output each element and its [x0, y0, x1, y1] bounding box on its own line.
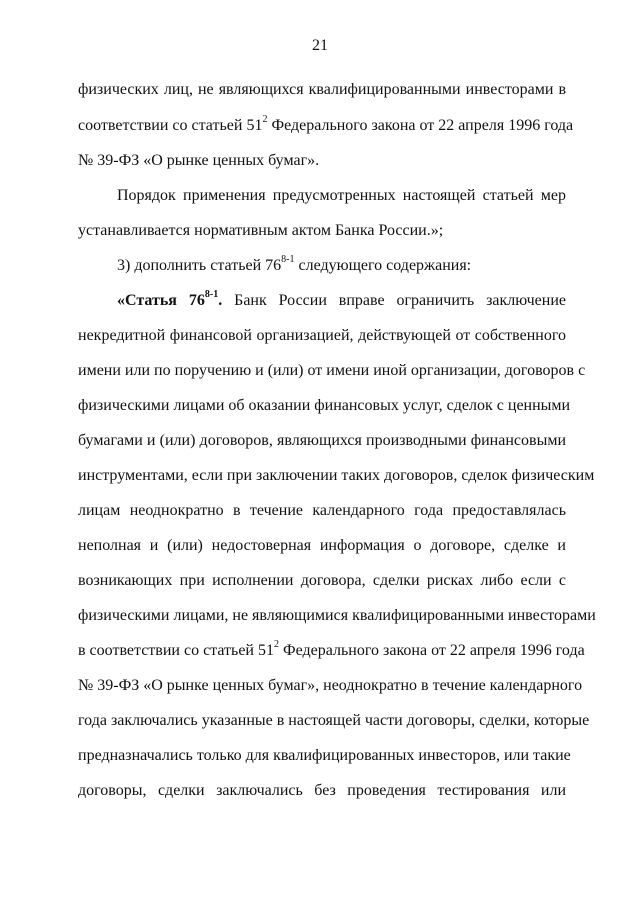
- text-line: неполная и (или) недостоверная информация о договоре, сделке и: [78, 537, 566, 554]
- text-line: имени или по поручению и (или) от имени иной организации, договоров с: [78, 362, 586, 379]
- text-line: соответствии со статьей $51^2$ Федерального закона от 22 апреля 1996 года: [78, 113, 574, 134]
- text-line: № 39-ФЗ «О рынке ценных бумаг».: [78, 152, 320, 169]
- text-line: предназначались только для квалифицированных инвесторов, или такие: [78, 747, 571, 764]
- list-item-3: 3) дополнить статьей 76$^{8-1}$ следующего содержания:: [117, 253, 472, 274]
- paragraph-first-line: Порядок применения предусмотренных настоящей статьей мер: [117, 187, 566, 204]
- text-line: физическими лицами, не являющимися квалифицированными инвесторами: [78, 607, 596, 624]
- text-line: физических лиц, не являющихся квалифицированными инвесторами в: [78, 81, 566, 98]
- text-line: лицам неоднократно в течение календарного года предоставлялась: [78, 502, 566, 519]
- text-line: бумагами и (или) договоров, являющихся производными финансовыми: [78, 432, 566, 449]
- text-line: устанавливается нормативным актом Банка России.»;: [78, 222, 444, 239]
- text-line: инструментами, если при заключении таких договоров, сделок физическим: [78, 467, 595, 484]
- text-line: договоры, сделки заключались без проведения тестирования или: [78, 782, 566, 799]
- article-title: «Статья 76$^{8-1}$.: [117, 288, 223, 309]
- text-line: некредитной финансовой организацией, действующей от собственного: [78, 327, 566, 344]
- text-line: физическими лицами об оказании финансовых услуг, сделок с ценными: [78, 397, 571, 414]
- article-heading-line: «Статья 76$^{8-1}$. Банк России вправе ограничить заключение: [117, 288, 566, 309]
- text-line: года заключались указанные в настоящей части договоры, сделки, которые: [78, 712, 590, 729]
- page-number: 21: [312, 37, 328, 54]
- text-line: возникающих при исполнении договора, сделки рисках либо если с: [78, 572, 566, 589]
- text-line: № 39-ФЗ «О рынке ценных бумаг», неоднократно в течение календарного: [78, 677, 583, 694]
- text-line: в соответствии со статьей $51^2$ Федерального закона от 22 апреля 1996 года: [78, 638, 585, 659]
